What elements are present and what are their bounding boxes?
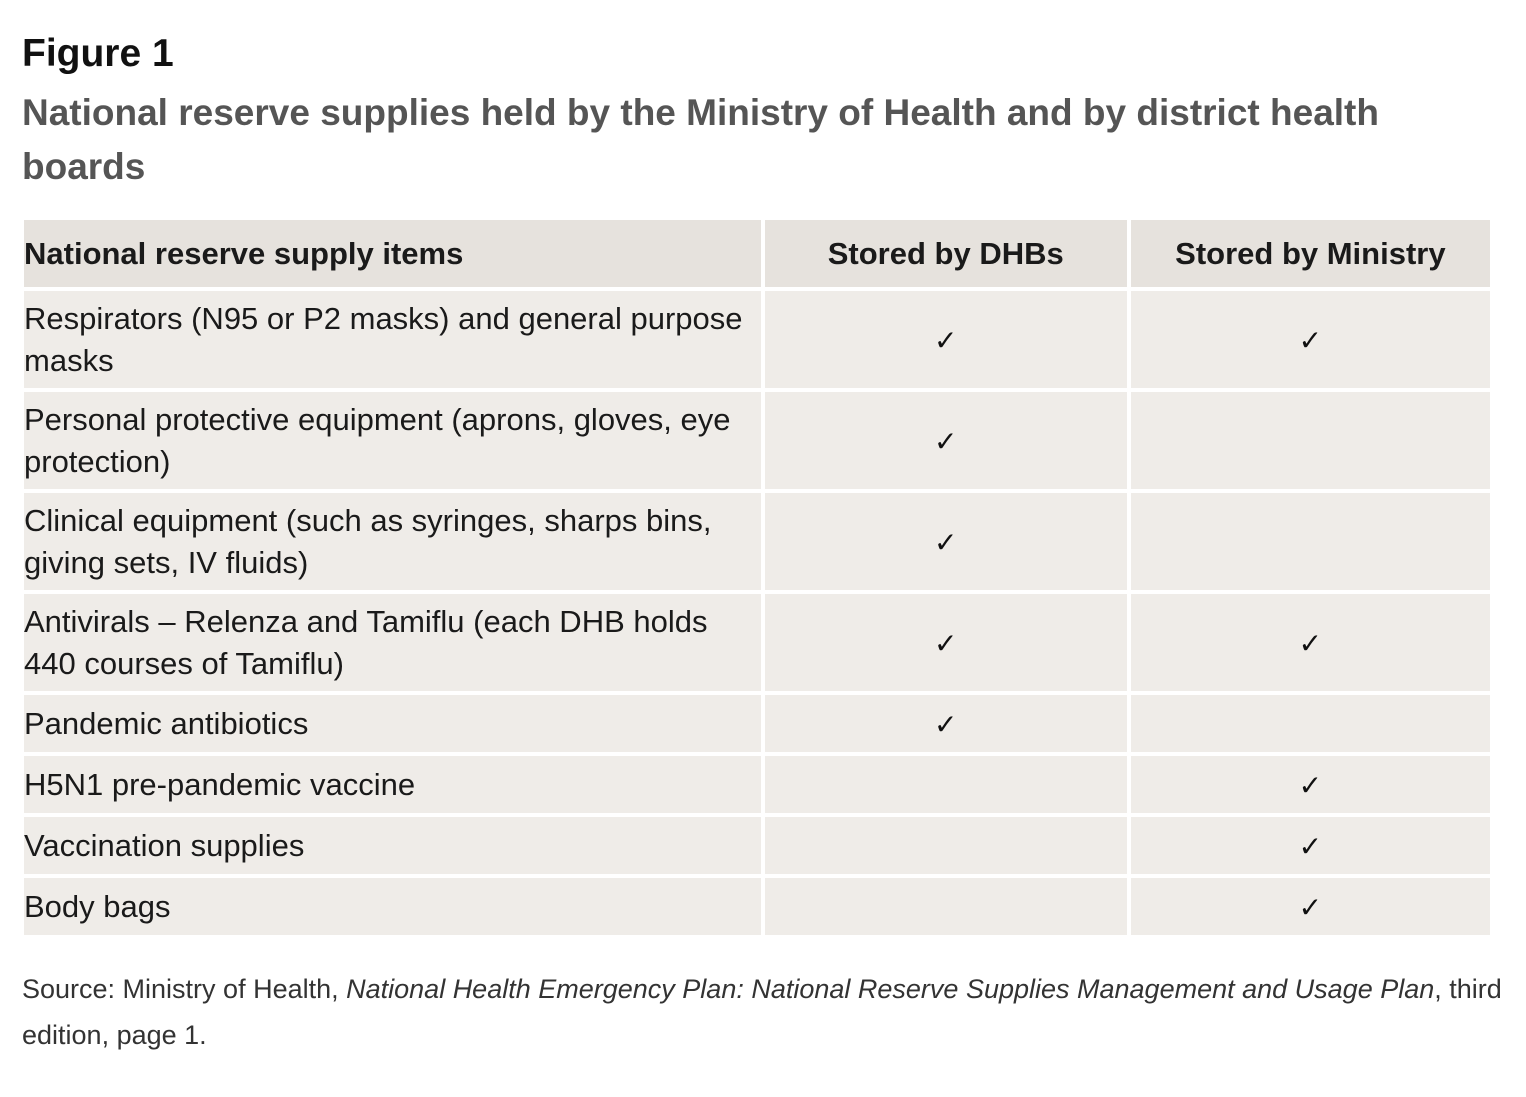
ministry-cell — [1131, 493, 1490, 590]
table-row — [24, 291, 1490, 388]
table-header-row — [24, 220, 1490, 287]
table-row — [24, 817, 1490, 874]
source-suffix: , third edition, page 1. — [22, 974, 1502, 1050]
item-cell: Pandemic antibiotics — [24, 695, 761, 752]
table-row — [24, 878, 1490, 935]
checkmark-icon: ✓ — [934, 323, 958, 357]
figure-label: Figure 1 — [22, 32, 174, 75]
ministry-cell — [1131, 291, 1490, 388]
table-row — [24, 493, 1490, 590]
item-cell: Personal protective equipment (aprons, gloves, eye protection) — [24, 392, 761, 489]
header-stored-by-ministry: Stored by Ministry — [1131, 220, 1490, 287]
item-cell: Clinical equipment (such as syringes, sharps bins, giving sets, IV fluids) — [24, 493, 761, 590]
source-prefix: Source: Ministry of Health, — [22, 974, 347, 1004]
dhb-cell — [765, 756, 1127, 813]
source-note — [22, 966, 1502, 1058]
item-cell: H5N1 pre-pandemic vaccine — [24, 756, 761, 813]
checkmark-icon: ✓ — [1298, 323, 1323, 357]
checkmark-icon: ✓ — [1298, 829, 1323, 863]
header-stored-by-dhbs: Stored by DHBs — [765, 220, 1127, 287]
table-row — [24, 695, 1490, 752]
item-cell: Body bags — [24, 878, 761, 935]
dhb-cell — [765, 392, 1127, 489]
item-cell: Respirators (N95 or P2 masks) and general purpose masks — [24, 291, 761, 388]
checkmark-icon: ✓ — [934, 626, 958, 660]
source-document-title: National Health Emergency Plan: National Reserve Supplies Management and Usage Plan — [346, 974, 1435, 1004]
dhb-cell — [765, 291, 1127, 388]
dhb-cell — [765, 817, 1127, 874]
figure-title: National reserve supplies held by the Ministry of Health and by district health boards — [22, 92, 1379, 187]
ministry-cell — [1131, 756, 1490, 813]
table-row — [24, 594, 1490, 691]
ministry-cell — [1131, 878, 1490, 935]
dhb-cell — [765, 493, 1127, 590]
dhb-cell — [765, 594, 1127, 691]
header-supply-items: National reserve supply items — [24, 220, 761, 287]
checkmark-icon: ✓ — [1298, 890, 1323, 924]
ministry-cell — [1131, 594, 1490, 691]
dhb-cell — [765, 878, 1127, 935]
table-row — [24, 392, 1490, 489]
checkmark-icon: ✓ — [934, 424, 958, 458]
checkmark-icon: ✓ — [1298, 626, 1323, 660]
checkmark-icon: ✓ — [934, 707, 958, 741]
supply-table — [20, 216, 1494, 939]
checkmark-icon: ✓ — [1298, 768, 1323, 802]
item-cell: Antivirals – Relenza and Tamiflu (each DHB holds 440 courses of Tamiflu) — [24, 594, 761, 691]
ministry-cell — [1131, 817, 1490, 874]
item-cell: Vaccination supplies — [24, 817, 761, 874]
table-row — [24, 756, 1490, 813]
dhb-cell — [765, 695, 1127, 752]
ministry-cell — [1131, 392, 1490, 489]
ministry-cell — [1131, 695, 1490, 752]
checkmark-icon: ✓ — [934, 525, 958, 559]
